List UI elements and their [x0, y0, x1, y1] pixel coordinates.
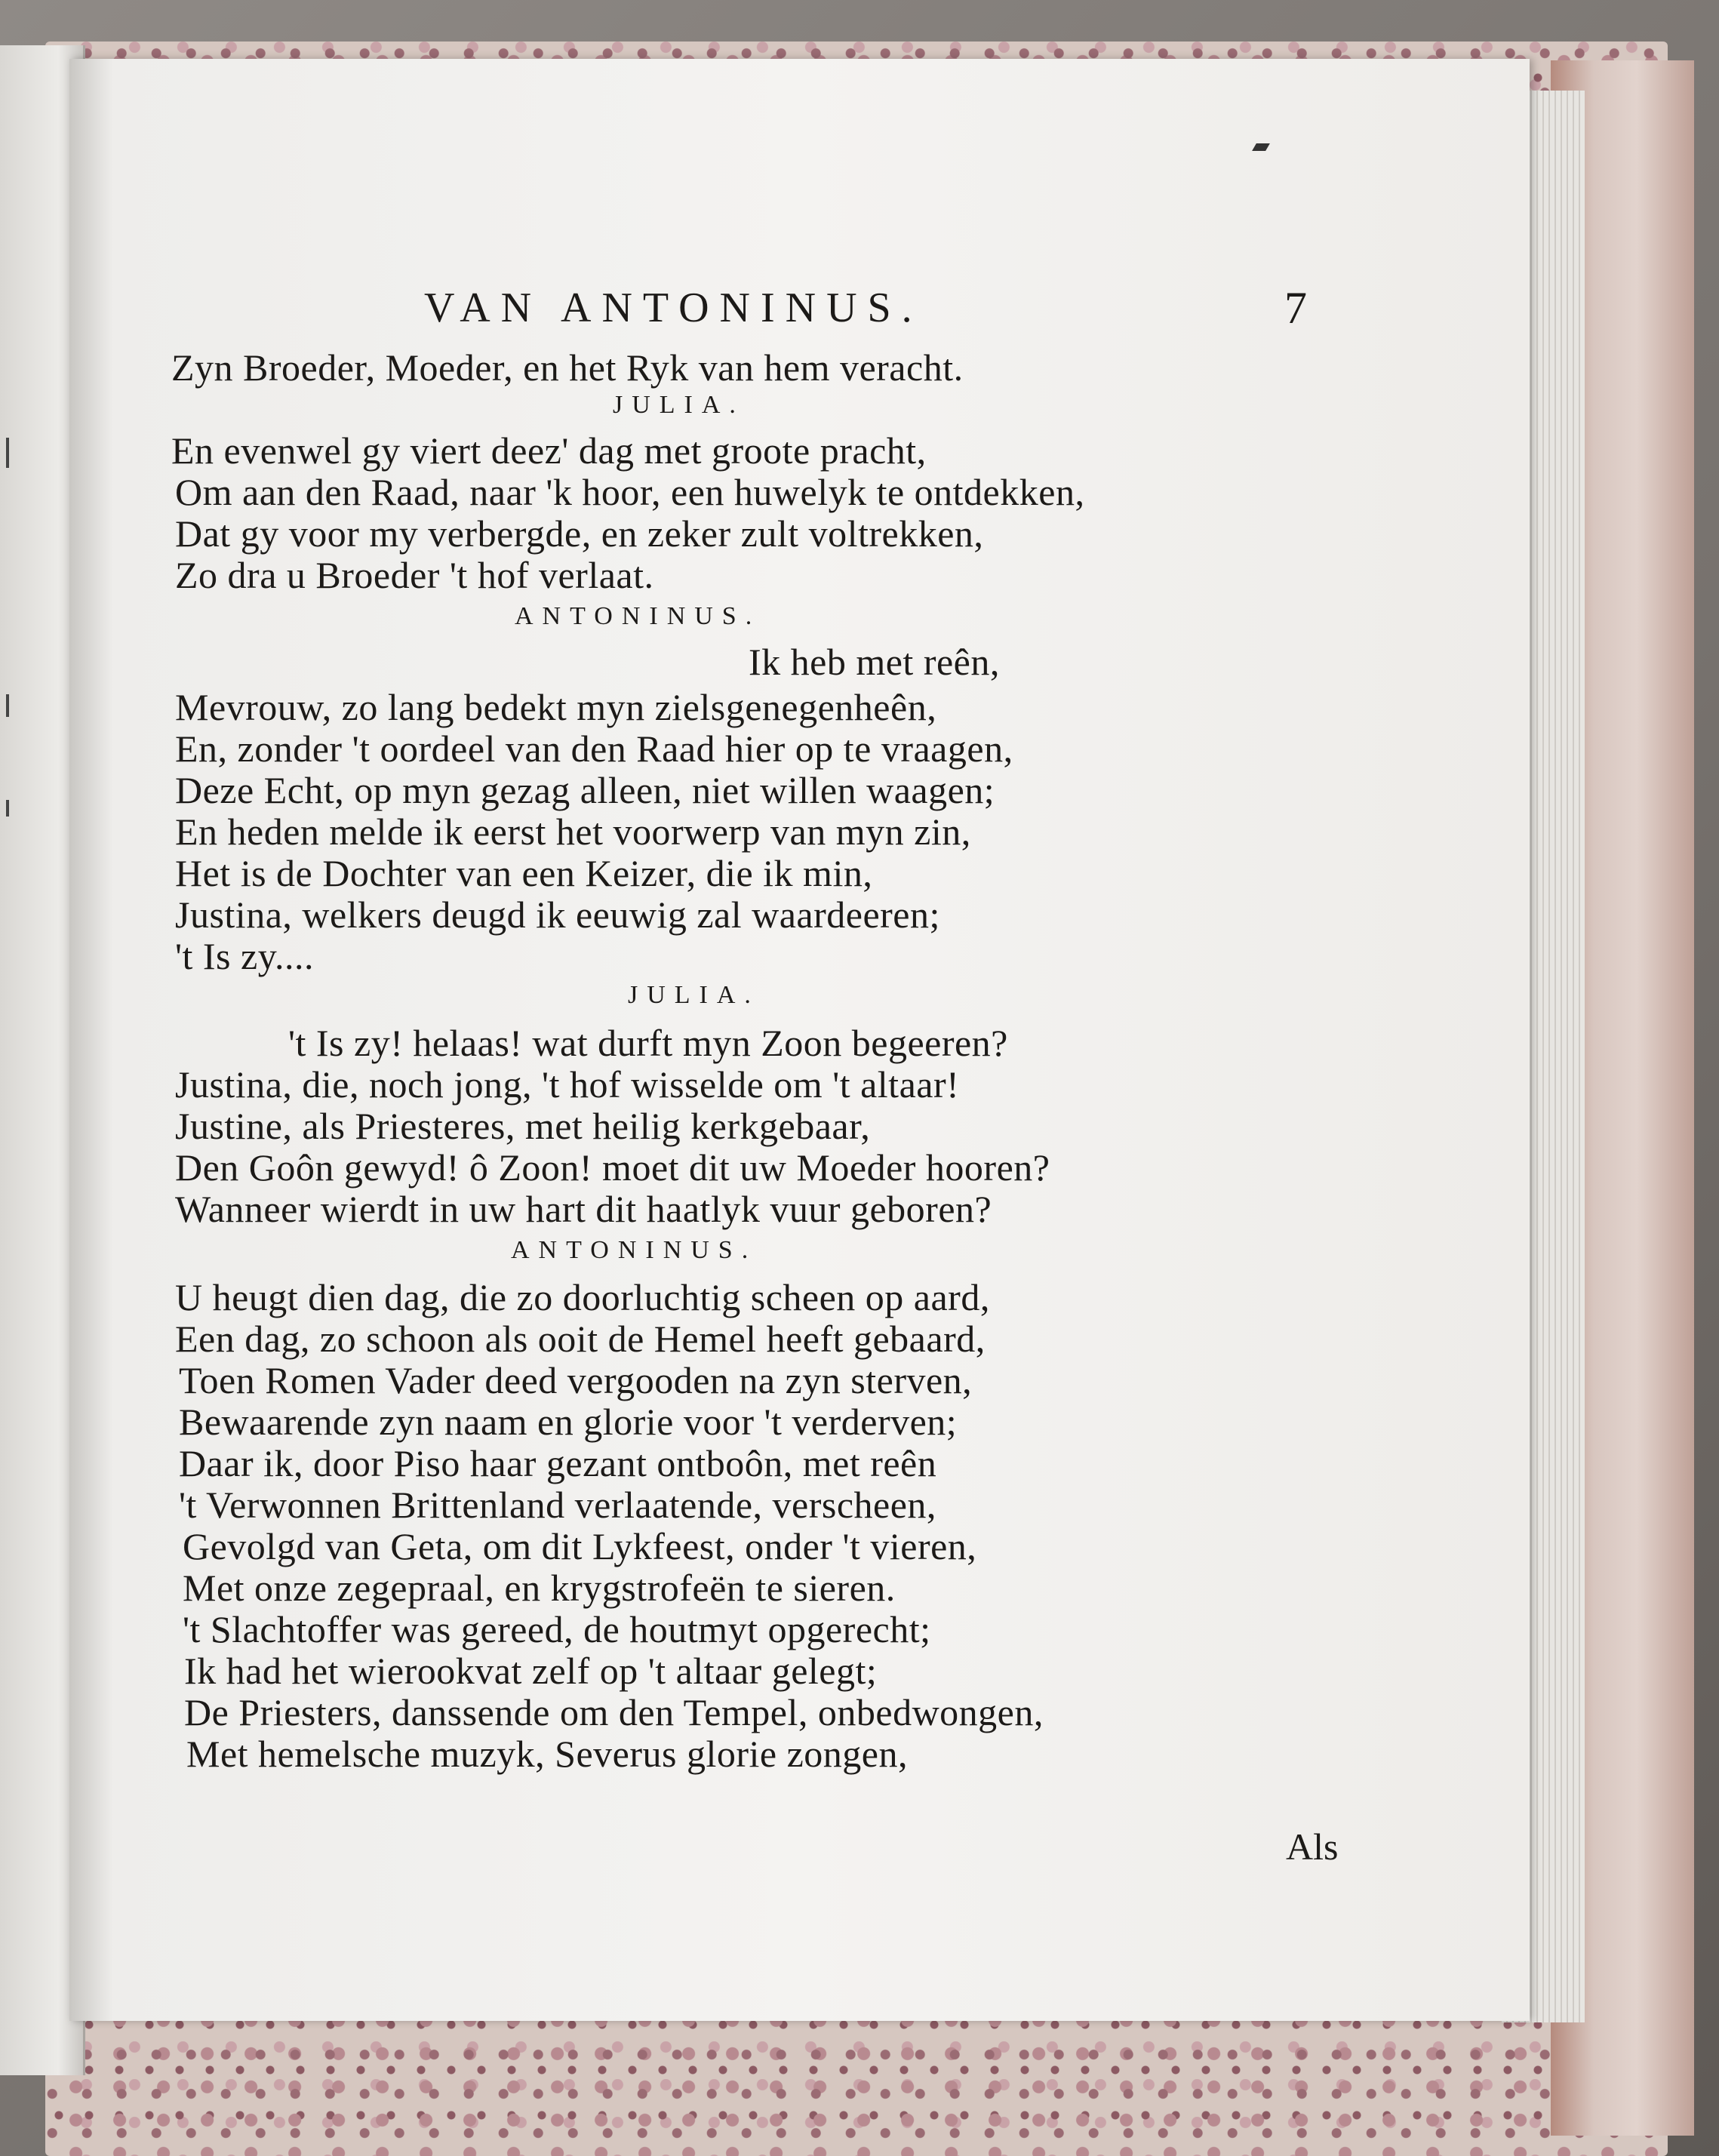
verse-line: Ik had het wierookvat zelf op 't altaar gelegt;: [184, 1650, 878, 1692]
verse-line: Justina, die, noch jong, 't hof wisselde om 't altaar!: [175, 1063, 960, 1106]
printer-mark: [1252, 143, 1270, 151]
verse-line: Een dag, zo schoon als ooit de Hemel heeft gebaard,: [175, 1318, 986, 1360]
verse-line: Het is de Dochter van een Keizer, die ik min,: [175, 852, 873, 894]
page-number: 7: [1284, 283, 1307, 333]
verse-line: 't Is zy....: [175, 935, 314, 977]
verse-line: Met hemelsche muzyk, Severus glorie zongen,: [186, 1733, 908, 1775]
verse-line: 't Slachtoffer was gereed, de houtmyt opgerecht;: [183, 1608, 931, 1650]
verse-line: Dat gy voor my verbergde, en zeker zult voltrekken,: [175, 512, 984, 555]
running-head: VAN ANTONINUS.: [424, 284, 923, 331]
verse-line: Ik heb met reên,: [749, 641, 1000, 683]
verse-line: Zyn Broeder, Moeder, en het Ryk van hem veracht.: [171, 346, 964, 389]
left-page-mark: [6, 694, 9, 717]
verse-line: Den Goôn gewyd! ô Zoon! moet dit uw Moeder hooren?: [175, 1146, 1050, 1189]
speaker-name: ANTONINUS.: [515, 602, 761, 630]
verse-line: En, zonder 't oordeel van den Raad hier op te vraagen,: [175, 727, 1013, 770]
verse-line: Mevrouw, zo lang bedekt myn zielsgenegenheên,: [175, 686, 937, 728]
book-page: [69, 59, 1530, 2021]
verse-line: Bewaarende zyn naam en glorie voor 't verderven;: [179, 1401, 958, 1443]
verse-line: En evenwel gy viert deez' dag met groote pracht,: [171, 429, 927, 472]
catchword: Als: [1286, 1825, 1339, 1868]
verse-line: Justina, welkers deugd ik eeuwig zal waardeeren;: [175, 893, 940, 936]
verse-line: 't Is zy! helaas! wat durft myn Zoon begeeren?: [288, 1022, 1008, 1064]
verse-line: Met onze zegepraal, en krygstrofeën te sieren.: [183, 1567, 896, 1609]
speaker-name: ANTONINUS.: [511, 1236, 758, 1264]
verse-line: Deze Echt, op myn gezag alleen, niet willen waagen;: [175, 769, 995, 811]
verse-line: En heden melde ik eerst het voorwerp van myn zin,: [175, 810, 971, 853]
verse-line: Toen Romen Vader deed vergooden na zyn sterven,: [179, 1359, 973, 1401]
speaker-name: JULIA.: [628, 981, 760, 1009]
left-page-mark: [6, 438, 9, 468]
verse-line: U heugt dien dag, die zo doorluchtig scheen op aard,: [175, 1276, 990, 1318]
verse-line: Zo dra u Broeder 't hof verlaat.: [175, 554, 654, 596]
verse-line: Justine, als Priesteres, met heilig kerkgebaar,: [175, 1105, 871, 1147]
verse-line: De Priesters, danssende om den Tempel, onbedwongen,: [184, 1691, 1044, 1733]
left-page-mark: [6, 800, 9, 817]
verse-line: Gevolgd van Geta, om dit Lykfeest, onder 't vieren,: [183, 1525, 977, 1567]
verse-line: 't Verwonnen Brittenland verlaatende, verscheen,: [179, 1484, 936, 1526]
verse-line: Daar ik, door Piso haar gezant ontboôn, met reên: [179, 1442, 937, 1484]
speaker-name: JULIA.: [613, 391, 745, 419]
verse-line: Wanneer wierdt in uw hart dit haatlyk vuur geboren?: [175, 1188, 992, 1230]
verse-line: Om aan den Raad, naar 'k hoor, een huwelyk te ontdekken,: [175, 471, 1085, 513]
